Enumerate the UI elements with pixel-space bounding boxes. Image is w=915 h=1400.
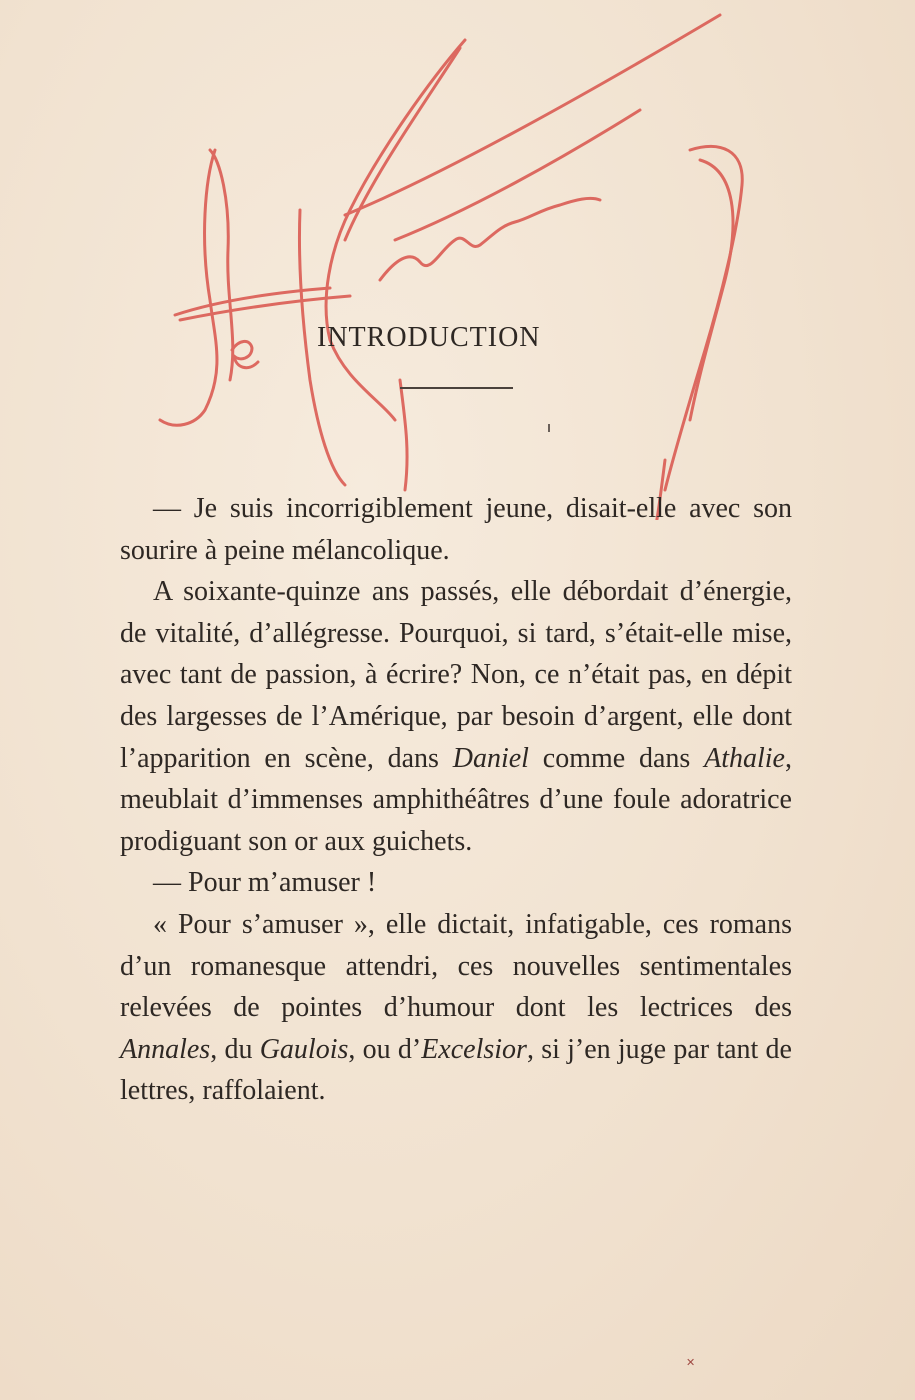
paragraph-1 (120, 488, 792, 571)
italic-title-text: Excelsior (421, 1033, 527, 1065)
paragraph-text: « Pour s’amuser », elle dictait, infatigable, ces romans d’un romanesque attendri, ces nouvelles sentimentales relevées de pointes d’humour dont les lectrices des (120, 908, 792, 1024)
paragraph-2 (120, 571, 792, 862)
italic-title-text: Gaulois (259, 1033, 349, 1065)
title-rule-divider (400, 387, 513, 389)
paragraph-text: comme dans (528, 742, 705, 774)
italic-title-text: Athalie (704, 742, 785, 774)
red-pencil-signature (0, 0, 915, 520)
stray-mark (548, 424, 550, 432)
small-red-mark: ✕ (686, 1356, 696, 1369)
paragraph-text: — Je suis incorrigiblement jeune, disait-elle avec son sourire à peine mélancolique. (120, 493, 792, 566)
paragraph-text: , du (210, 1033, 260, 1065)
paragraph-text: A soixante-quinze ans passés, elle débordait d’énergie, de vitalité, d’allégresse. Pourquoi, si tard, s’était-elle mise, avec tant de passion, à écrire? Non, ce n’était pas, en dépit des largesses de l’Amérique, par besoin d’argent, elle dont l’apparition en scène, dans (120, 576, 792, 774)
paragraph-4 (120, 904, 792, 1112)
chapter-title: INTRODUCTION (317, 322, 541, 353)
paragraph-3 (120, 862, 792, 904)
body-text (120, 488, 792, 1112)
paragraph-text: , si j’en juge par tant de lettres, raffolaient. (120, 1033, 792, 1107)
paragraph-text: — Pour m’amuser ! (153, 867, 377, 899)
italic-title-text: Daniel (452, 742, 529, 774)
paragraph-text: , meublait d’immenses amphithéâtres d’une foule adoratrice prodiguant son or aux guichets. (120, 742, 792, 857)
paragraph-text: , ou d’ (348, 1033, 422, 1065)
italic-title-text: Annales (120, 1033, 211, 1065)
